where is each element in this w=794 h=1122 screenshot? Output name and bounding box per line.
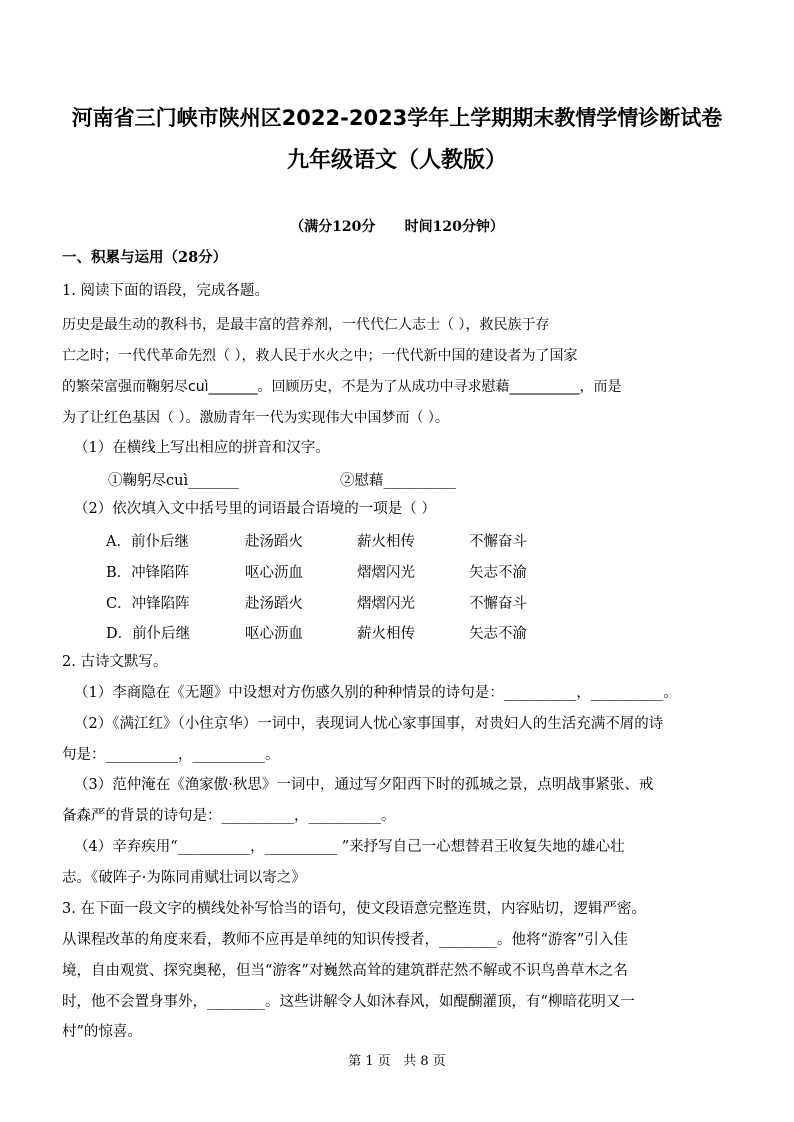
option-word: 呕心沥血 [245,626,303,642]
exam-subtitle: 九年级语文（人教版） [286,148,507,173]
option-word: 不懈奋斗 [469,534,527,550]
option-label: A．前仆后继 [106,534,189,550]
question-1-stem: 1. 阅读下面的语段，完成各题。 [62,283,269,299]
passage-line: 为了让红色基因（ ）。激励青年一代为实现伟大中国梦而（ ）。 [62,410,449,426]
page-footer: 第 1 页 共 8 页 [348,1054,446,1069]
question-3-line: 从课程改革的角度来看，教师不应再是单纯的知识传授者，________。他将“游客”引入佳 [62,932,628,948]
question-3-line: 时，他不会置身事外，________。这些讲解令人如沐春风，如醍醐灌顶，有“柳暗花明又一 [62,994,635,1010]
section-heading: 一、积累与运用（28分） [62,249,228,266]
option-word: 不懈奋斗 [469,596,527,612]
question-3-line: 3. 在下面一段文字的横线处补写恰当的语句，使文段语意完整连贯，内容贴切，逻辑严密。 [62,901,646,917]
option-word: 矢志不渝 [469,565,527,581]
option-word: 熠熠闪光 [357,596,415,612]
question-3-line: 村”的惊喜。 [62,1024,142,1040]
question-2-line: 备森严的背景的诗句是：__________，__________。 [62,808,396,824]
option-label: C．冲锋陷阵 [106,596,190,612]
option-word: 呕心沥血 [245,565,303,581]
passage-line: 历史是最生动的教科书，是最丰富的营养剂，一代代仁人志士（ ），救民族于存 [62,317,550,333]
question-2-line: （1）李商隐在《无题》中设想对方伤感久别的种种情景的诗句是：__________，__________。 [74,685,678,701]
option-word: 赴汤蹈火 [245,534,303,550]
question-2-stem: 2. 古诗文默写。 [62,654,168,670]
option-label: D．前仆后继 [106,626,191,642]
option-label: B．冲锋陷阵 [106,565,190,581]
exam-title: 河南省三门峡市陕州区2022-2023学年上学期期末教情学情诊断试卷 [71,106,723,130]
question-2-line: 句是：__________，__________。 [62,747,280,763]
option-word: 薪火相传 [357,626,415,642]
question-2-line: （2）《满江红》（小住京华）一词中，表现词人忧心家事国事，对贵妇人的生活充满不屑的诗 [74,716,664,732]
question-1-1: （1）在横线上写出相应的拼音和汉字。 [74,440,330,456]
subitem-b: ②慰藉__________ [340,473,456,489]
subitem-a: ①鞠躬尽cuì_______ [108,473,239,489]
question-2-line: （3）范仲淹在《渔家傲·秋思》一词中，通过写夕阳西下时的孤城之景，点明战事紧张、戒 [74,777,654,793]
score-info: （满分120分 时间120分钟） [290,219,504,235]
option-word: 熠熠闪光 [357,565,415,581]
question-2-line: （4）辛弃疾用“__________，__________ ”来抒写自己一心想替君王收复失地的雄心壮 [74,839,625,855]
option-word: 矢志不渝 [469,626,527,642]
question-3-line: 境，自由观赏、探究奥秘，但当“游客”对巍然高耸的建筑群茫然不解或不识鸟兽草木之名 [62,963,628,979]
question-2-line: 志。《破阵子·为陈同甫赋壮词以寄之》 [62,870,306,886]
option-word: 薪火相传 [357,534,415,550]
option-word: 赴汤蹈火 [245,596,303,612]
question-1-2: （2）依次填入文中括号里的词语最合语境的一项是（ ） [74,501,436,517]
passage-line: 的繁荣富强而鞠躬尽cuì_______。回顾历史，不是为了从成功中寻求慰藉__________，而是 [62,379,622,395]
passage-line: 亡之时；一代代革命先烈（ ），救人民于水火之中；一代代新中国的建设者为了国家 [62,348,578,364]
